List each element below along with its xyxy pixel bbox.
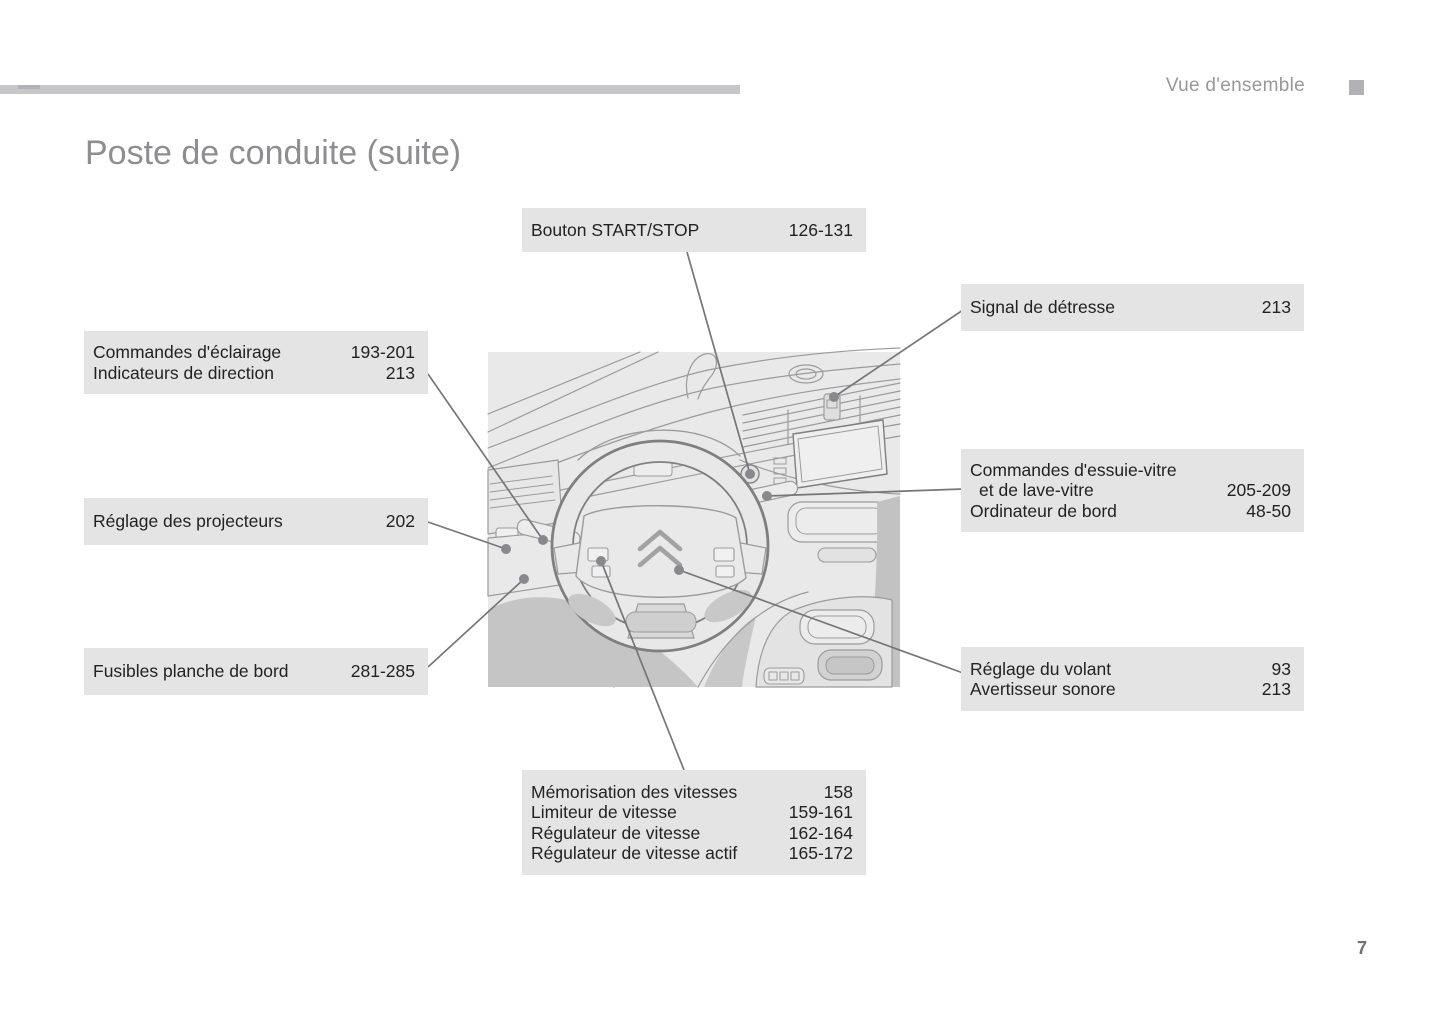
callout-row (970, 659, 1291, 680)
callout-pages: 213 (1261, 679, 1291, 699)
callout-pages: 213 (1261, 297, 1291, 318)
callout-row (531, 220, 853, 241)
callout-label: Bouton START/STOP (531, 219, 700, 240)
callout-row (970, 501, 1291, 522)
callout-label: Ordinateur de bord (970, 500, 1117, 521)
callout-row (531, 823, 853, 844)
callout-label: Réglage des projecteurs (93, 511, 283, 532)
callout-row (93, 511, 415, 532)
callout-pages: 205-209 (1226, 480, 1291, 501)
callout-row (970, 460, 1291, 481)
callout-row (531, 843, 853, 864)
callout-pages: 213 (385, 362, 415, 383)
callout-label: Mémorisation des vitesses (531, 781, 738, 802)
callout-pages: 193-201 (350, 342, 415, 362)
callout-pages: 126-131 (788, 219, 853, 240)
callout-box-eclairage (84, 331, 428, 394)
callout-row (93, 363, 415, 384)
callout-row (531, 802, 853, 823)
callout-box-projecteurs (84, 498, 428, 545)
callout-pages: 159-161 (788, 802, 853, 822)
callout-box-fusibles (84, 648, 428, 695)
page-title: Poste de conduite (suite) (85, 134, 462, 172)
callout-dot-vitesses (596, 556, 606, 566)
callout-pages: 165-172 (788, 843, 853, 863)
callout-row (970, 297, 1291, 318)
callout-pages: 93 (1271, 658, 1291, 679)
callout-label: Commandes d'essuie-vitre (970, 459, 1177, 480)
callout-dot-start-stop (745, 469, 755, 479)
callout-row (970, 480, 1291, 501)
callout-row (531, 782, 853, 803)
callout-pages: 48-50 (1246, 500, 1291, 521)
callout-box-essuie-vitre (961, 449, 1304, 532)
callout-label: Réglage du volant (970, 658, 1112, 679)
callout-label: Régulateur de vitesse (531, 822, 701, 843)
callout-row (970, 679, 1291, 700)
callout-dot-eclairage (538, 535, 548, 545)
callout-label: Commandes d'éclairage (93, 342, 282, 362)
callout-dot-projecteurs (501, 544, 511, 554)
callout-row (93, 661, 415, 682)
callout-label: Fusibles planche de bord (93, 661, 289, 682)
callout-label: et de lave-vitre (979, 480, 1094, 501)
callout-label: Indicateurs de direction (93, 362, 274, 383)
page-number: 7 (1356, 938, 1367, 958)
callout-pages: 162-164 (788, 822, 853, 843)
section-header: Vue d'ensemble (1165, 75, 1305, 96)
callout-row (93, 342, 415, 363)
callout-box-start-stop (522, 208, 866, 252)
callout-pages: 158 (823, 781, 853, 802)
callout-dot-volant (674, 565, 684, 575)
callout-pages: 281-285 (350, 661, 415, 682)
callout-box-signal-detresse (961, 284, 1304, 331)
callout-label: Limiteur de vitesse (531, 802, 677, 822)
callout-dot-fusibles (519, 574, 529, 584)
callout-label: Avertisseur sonore (970, 679, 1116, 699)
callout-box-vitesses (522, 770, 866, 875)
callout-dot-signal (829, 392, 839, 402)
callout-label: Signal de détresse (970, 297, 1115, 318)
callout-dot-essuie (762, 491, 772, 501)
callout-box-volant (961, 647, 1304, 711)
callout-pages: 202 (385, 511, 415, 532)
callout-label: Régulateur de vitesse actif (531, 843, 738, 863)
